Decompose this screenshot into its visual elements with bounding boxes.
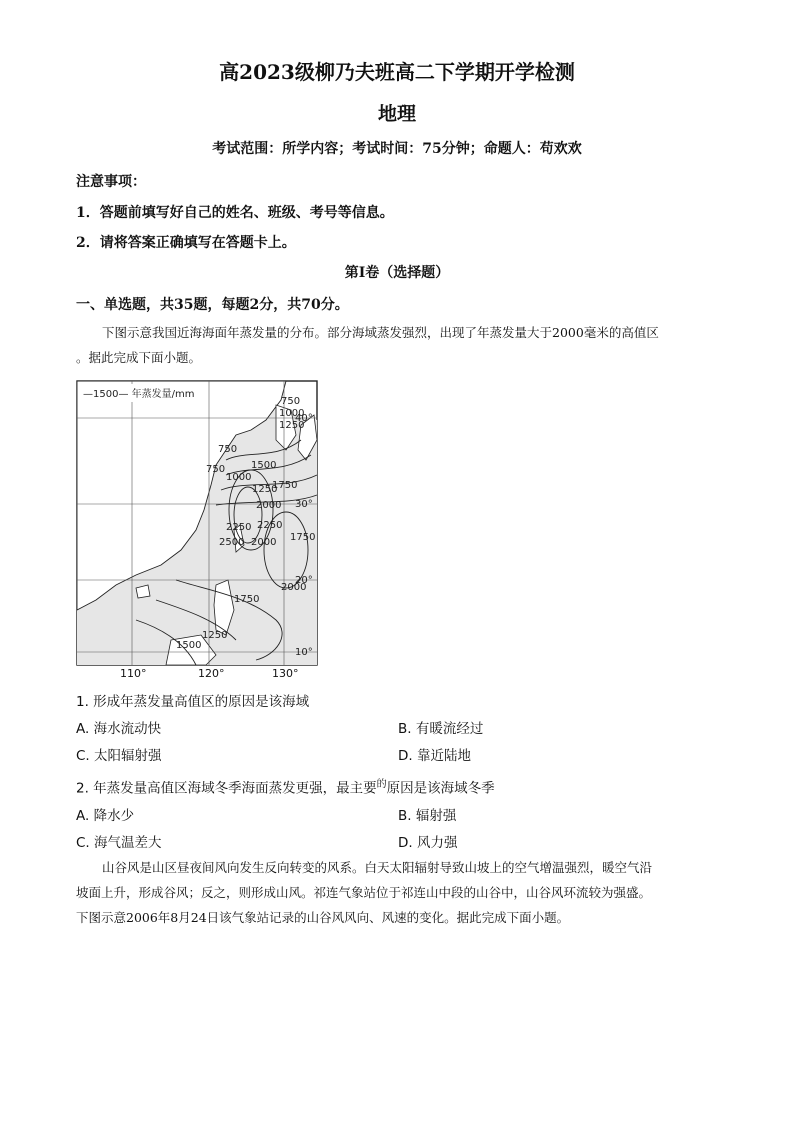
notice-heading: 注意事项： (76, 174, 146, 190)
passage-line: 坡面上升，形成谷风；反之，则形成山风。祁连气象站位于祁连山中段的山谷中，山谷风环流较为强盛。 (76, 885, 652, 900)
lon-label: 110° (120, 667, 147, 680)
lat-label: 40° (295, 413, 313, 424)
question-1-option-c[interactable]: C. 太阳辐射强 (76, 748, 162, 764)
contour-label: 1750 (234, 594, 260, 605)
question-2-option-c[interactable]: C. 海气温差大 (76, 835, 162, 851)
page-title: 高2023级柳乃夫班高二下学期开学检测 (219, 60, 575, 84)
contour-label: 1500 (176, 640, 202, 651)
lon-label: 120° (198, 667, 225, 680)
passage-line: 。据此完成下面小题。 (76, 350, 202, 365)
lat-label: 30° (295, 499, 313, 510)
contour-label: 750 (218, 444, 238, 455)
contour-label: 750 (206, 464, 226, 475)
question-1-option-a[interactable]: A. 海水流动快 (76, 721, 162, 737)
exam-info: 考试范围：所学内容；考试时间：75分钟；命题人：苟欢欢 (212, 141, 582, 157)
question-1-option-b[interactable]: B. 有暖流经过 (398, 721, 484, 737)
question-2-option-b[interactable]: B. 辐射强 (398, 808, 457, 824)
contour-label: 1750 (290, 532, 316, 543)
question-1-option-d[interactable]: D. 靠近陆地 (398, 748, 471, 764)
passage-line: 山谷风是山区昼夜间风向发生反向转变的风系。白天太阳辐射导致山坡上的空气增温强烈，暖空气沿 (102, 860, 653, 875)
contour-label: 2250 (257, 520, 283, 531)
question-2-option-a[interactable]: A. 降水少 (76, 808, 135, 824)
contour-label: 1250 (252, 484, 278, 495)
notice-item: 1．答题前填写好自己的姓名、班级、考号等信息。 (76, 205, 394, 221)
passage-line: 下图示意2006年8月24日该气象站记录的山谷风风向、风速的变化。据此完成下面小题。 (76, 910, 570, 925)
lat-label: 10° (295, 647, 313, 658)
passage-line: 下图示意我国近海海面年蒸发量的分布。部分海域蒸发强烈，出现了年蒸发量大于2000毫米的高值区 (102, 325, 659, 340)
question-1-stem: 1. 形成年蒸发量高值区的原因是该海域 (76, 694, 310, 710)
question-2-stem-part: 2. 年蒸发量高值区海域冬季海面蒸发更强，最主要 (76, 780, 377, 797)
contour-label: 2500 (219, 537, 245, 548)
passage-2 (76, 855, 718, 930)
question-2-stem-part: 原因是该海域冬季 (386, 780, 495, 797)
question-2-option-d[interactable]: D. 风力强 (398, 835, 458, 851)
subject-title: 地理 (377, 103, 416, 125)
question-2-stem (76, 775, 495, 797)
contour-label: 1250 (279, 420, 305, 431)
notice-item: 2．请将答案正确填写在答题卡上。 (76, 235, 296, 251)
contour-label: 1500 (251, 460, 277, 471)
lon-label: 130° (272, 667, 299, 680)
contour-label: 1000 (226, 472, 252, 483)
contour-label: 1000 (279, 408, 305, 419)
map-legend: —1500— 年蒸发量/mm (83, 389, 195, 400)
part-title: 一、单选题，共35题，每题2分，共70分。 (76, 297, 349, 313)
contour-label: 1250 (202, 630, 228, 641)
lat-label: 20° (295, 575, 313, 586)
contour-label: 2000 (251, 537, 277, 548)
contour-label: 750 (281, 396, 301, 407)
question-2-stem-part: 的 (376, 779, 387, 790)
section-title: 第I卷（选择题） (344, 265, 450, 281)
contour-label: 2250 (226, 522, 252, 533)
evaporation-map (76, 380, 318, 666)
passage-1 (76, 320, 718, 370)
contour-label: 1750 (272, 480, 298, 491)
contour-label: 2000 (281, 582, 307, 593)
contour-label: 2000 (256, 500, 282, 511)
